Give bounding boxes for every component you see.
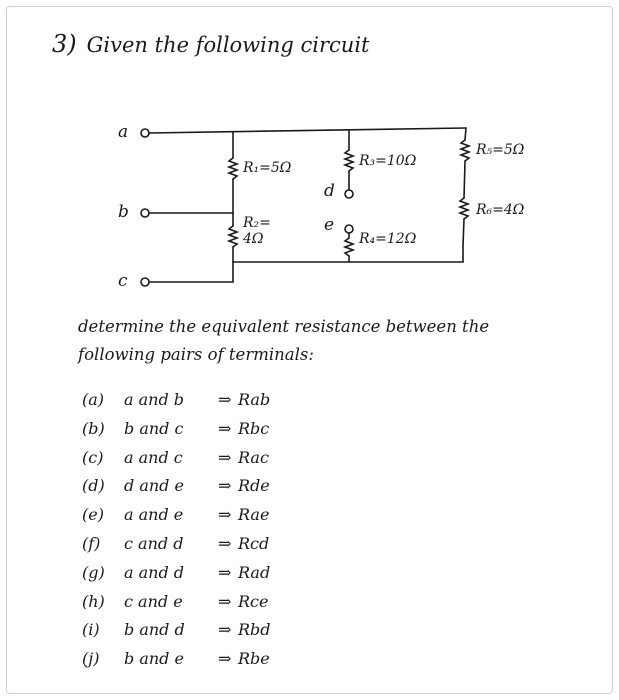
r1-label: R₁=5Ω (243, 160, 292, 176)
r4-zigzag (345, 238, 353, 256)
r1-zigzag (229, 158, 237, 179)
r2-label-line2: 4Ω (243, 231, 264, 247)
part-id: (c) (82, 447, 104, 467)
part-item (82, 588, 271, 617)
terminal-e-label: e (324, 215, 335, 235)
terminal-a-label: a (118, 122, 129, 142)
part-item (82, 501, 271, 530)
r3-zigzag (345, 150, 353, 171)
terminal-c-node (141, 278, 149, 286)
part-item (82, 616, 271, 645)
arrow-icon: ⇒ (218, 447, 232, 467)
part-result: Rbd (238, 620, 271, 640)
terminal-c-label: c (118, 271, 128, 291)
arrow-icon: ⇒ (218, 620, 232, 640)
r5-r6-wire (464, 161, 465, 198)
part-result: Rab (238, 390, 271, 409)
part-item (82, 415, 271, 444)
part-result: Rbc (238, 418, 270, 438)
part-result: Rce (238, 591, 269, 611)
part-result: Rad (238, 562, 271, 582)
part-pair: a and e (124, 505, 184, 525)
part-id: (b) (82, 418, 105, 438)
problem-number: 3) (52, 30, 77, 58)
arrow-icon: ⇒ (218, 533, 232, 553)
arrow-icon: ⇒ (218, 418, 232, 438)
arrow-icon: ⇒ (218, 390, 232, 409)
part-id: (f) (82, 533, 101, 553)
parts-list (82, 386, 271, 674)
r4-label: R₄=12Ω (359, 231, 417, 247)
question-prompt: determine the equivalent resistance between the following pairs of terminals: (78, 317, 490, 364)
part-pair: b and c (124, 418, 184, 438)
part-pair: a and b (124, 390, 185, 409)
r5-lead-top (465, 128, 466, 140)
part-id: (i) (82, 620, 100, 640)
part-item (82, 559, 271, 588)
terminal-b-node (141, 209, 149, 217)
part-id: (d) (82, 476, 105, 496)
r5-label: R₅=5Ω (476, 142, 525, 158)
part-pair: b and e (124, 649, 184, 669)
part-item (82, 386, 271, 415)
arrow-icon: ⇒ (218, 476, 232, 496)
part-item (82, 472, 271, 501)
part-result: Rbe (238, 649, 270, 669)
r5-zigzag (461, 140, 469, 161)
c-wire (149, 262, 233, 282)
terminal-b-label: b (118, 202, 129, 222)
part-result: Rde (238, 476, 270, 496)
part-pair: a and c (124, 447, 183, 467)
part-result: Rae (238, 505, 270, 525)
part-id: (h) (82, 591, 105, 611)
part-item (82, 645, 271, 674)
part-pair: c and e (124, 591, 183, 611)
part-id: (a) (82, 390, 105, 409)
r6-lead-bottom (463, 219, 464, 246)
top-wire (149, 128, 466, 133)
part-pair: a and d (124, 562, 185, 582)
arrow-icon: ⇒ (218, 591, 232, 611)
r6-zigzag (460, 198, 468, 219)
part-pair: c and d (124, 533, 184, 553)
arrow-icon: ⇒ (218, 562, 232, 582)
arrow-icon: ⇒ (218, 649, 232, 669)
terminal-d-label: d (324, 181, 335, 201)
part-item (82, 444, 271, 473)
r2-label-line1: R₂= (243, 215, 271, 231)
r2-zigzag (229, 226, 237, 247)
circuit-diagram (0, 0, 619, 300)
problem-title: Given the following circuit (86, 33, 370, 57)
terminal-a-node (141, 129, 149, 137)
terminal-e-node (345, 225, 353, 233)
part-pair: b and d (124, 620, 185, 640)
part-pair: d and e (124, 476, 184, 496)
terminal-d-node (345, 190, 353, 198)
part-result: Rcd (238, 533, 270, 553)
part-result: Rac (238, 447, 269, 467)
r6-label: R₆=4Ω (476, 202, 525, 218)
part-id: (g) (82, 562, 105, 582)
part-item (82, 530, 271, 559)
part-id: (j) (82, 649, 100, 669)
part-id: (e) (82, 505, 104, 525)
arrow-icon: ⇒ (218, 505, 232, 525)
r3-label: R₃=10Ω (359, 153, 417, 169)
